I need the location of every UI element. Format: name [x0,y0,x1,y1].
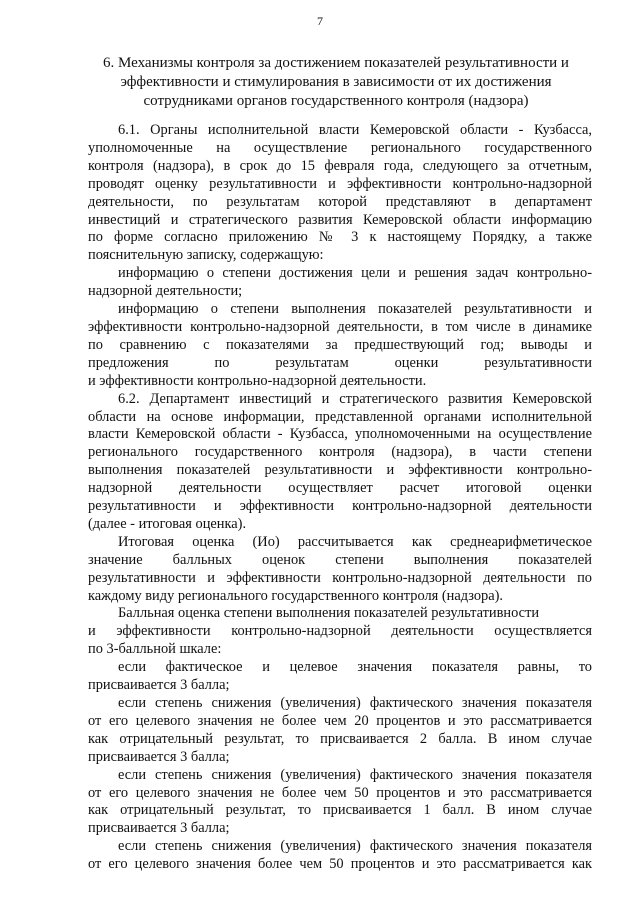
text-line: результативности и эффективности контрольно-надзорной деятельности [88,498,592,515]
text-line: если степень снижения (увеличения) фактического значения показателя [118,695,592,711]
text-line: эффективности контрольно-надзорной деятельности, в том числе в динамике [88,318,592,335]
text-line: информацию о степени выполнения показателей результативности и [118,301,592,318]
text-line: как отрицательный результат, то присваивается 1 балл. В ином случае [88,802,592,819]
text-line: результативности и эффективности контрольно-надзорной деятельности по [88,569,592,586]
text-line: деятельности, по результатам которой представляют в департамент [88,193,592,210]
title-line: эффективности и стимулирования в зависимости от их достижения [120,74,552,90]
text-line: и эффективности контрольно-надзорной деятельности. [88,372,427,389]
text-line: (далее - итоговая оценка). [88,515,247,532]
section-title [80,54,592,111]
text-line: по 3-балльной шкале: [88,641,222,658]
text-line: власти Кемеровской области - Кузбасса, уполномоченными на осуществление [88,426,592,443]
page-number: 7 [317,14,323,28]
text-line: 6.2. Департамент инвестиций и стратегического развития Кемеровской [118,390,592,407]
text-line: Итоговая оценка (Ио) рассчитывается как среднеарифметическое [118,533,592,550]
text-line: значение балльных оценок степени выполнения показателей [88,551,592,568]
text-line: надзорной деятельности; [88,283,243,300]
text-line: присваивается 3 балла; [88,677,230,694]
text-line: по форме согласно приложению № 3 к настоящему Порядку, а также [88,229,592,246]
text-line: от его целевого значения не более чем 20 процентов и это рассматривается [88,712,592,729]
text-line: от его целевого значения более чем 50 процентов и это рассматривается как [88,856,592,873]
text-line: информацию о степени достижения цели и решения задач контрольно- [118,265,592,282]
text-line: если фактическое и целевое значения показателя равны, то [118,659,592,676]
text-line: Балльная оценка степени выполнения показателей результативности [118,605,540,622]
text-line: по сравнению с показателями за предшествующий год; выводы и [88,336,592,353]
text-line: 6.1. Органы исполнительной власти Кемеровской области - Кузбасса, [118,122,592,138]
text-line: инвестиций и стратегического развития Кемеровской области информацию [88,211,592,228]
text-line: контроля (надзора), в срок до 15 февраля года, следующего за отчетным, [88,157,592,174]
body-text [88,122,592,874]
text-line: если степень снижения (увеличения) фактического значения показателя [118,838,592,855]
text-line: каждому виду регионального государственного контроля (надзора). [88,587,503,604]
text-line: как отрицательный результат, то присваивается 2 балла. В ином случае [88,730,592,747]
text-line: выполнения показателей результативности и эффективности контрольно- [88,462,592,479]
text-line: предложения по результатам оценки результативности [88,354,592,371]
text-line: проводят оценку результативности и эффективности контрольно-надзорной [88,175,592,192]
text-line: и эффективности контрольно-надзорной деятельности осуществляется [88,623,592,640]
text-line: присваивается 3 балла; [88,820,230,837]
text-line: присваивается 3 балла; [88,748,230,765]
title-line: сотрудниками органов государственного контроля (надзора) [143,93,529,109]
text-line: от его целевого значения не более чем 50 процентов и это рассматривается [88,784,592,801]
title-line: 6. Механизмы контроля за достижением показателей результативности и [103,55,569,71]
text-line: если степень снижения (увеличения) фактического значения показателя [118,766,592,783]
text-line: пояснительную записку, содержащую: [88,247,324,264]
text-line: уполномоченные на осуществление регионального государственного [88,139,592,156]
text-line: надзорной деятельности осуществляет расчет итоговой оценки [88,480,592,497]
text-line: регионального государственного контроля (надзора), в части степени [88,444,592,461]
text-line: области на основе информации, представленной органами исполнительной [88,408,592,425]
